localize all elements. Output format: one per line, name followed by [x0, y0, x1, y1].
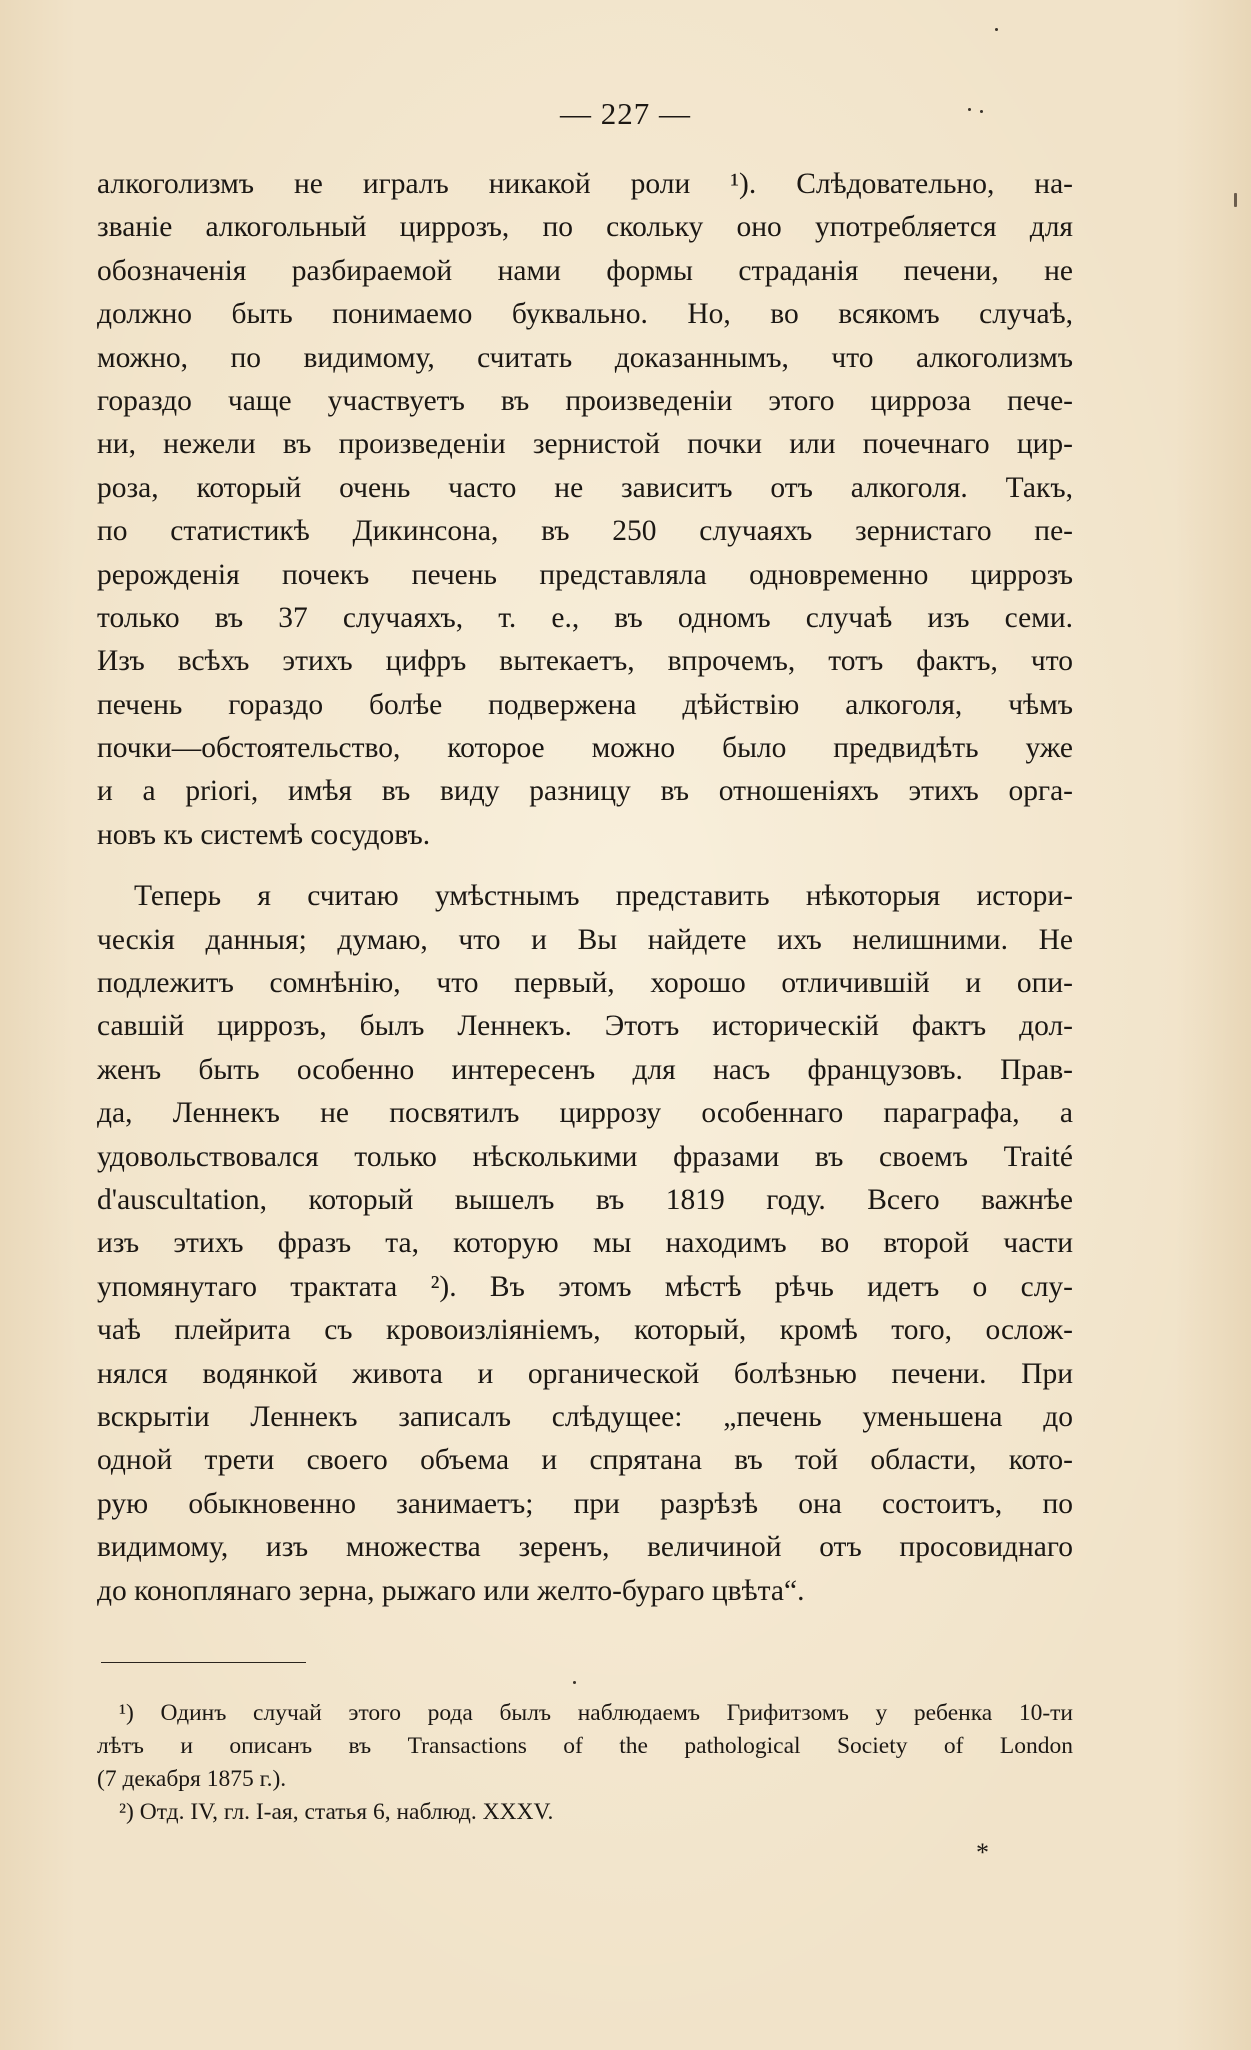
- scan-speck: [968, 108, 971, 111]
- text-line: рерожденія почекъ печень представляла одновременно циррозъ: [97, 558, 1073, 591]
- text-line: подлежитъ сомнѣнію, что первый, хорошо отличившій и опи-: [97, 967, 1073, 1000]
- main-text: [97, 163, 1073, 1613]
- text-line: до коноплянаго зерна, рыжаго или желто-бураго цвѣта“.: [97, 1574, 805, 1607]
- text-line: удовольствовался только нѣсколькими фразами въ своемъ Traité: [97, 1140, 1073, 1173]
- text-line: савшій циррозъ, былъ Леннекъ. Этотъ историческій фактъ дол-: [97, 1010, 1073, 1043]
- scan-speck: [980, 110, 983, 113]
- text-line: вскрытіи Леннекъ записалъ слѣдущее: „печень уменьшена до: [97, 1400, 1073, 1433]
- text-line: алкоголизмъ не игралъ никакой роли ¹). Слѣдовательно, на-: [97, 168, 1073, 200]
- text-line: и a priori, имѣя въ виду разницу въ отношеніяхъ этихъ орга-: [97, 775, 1073, 808]
- footnote-line: ¹) Одинъ случай этого рода былъ наблюдаемъ Грифитзомъ у ребенка 10-ти: [119, 1700, 1073, 1726]
- scan-speck: [995, 28, 998, 31]
- text-line: роза, который очень часто не зависитъ отъ алкоголя. Такъ,: [97, 471, 1073, 504]
- footnotes: [97, 1697, 1073, 1829]
- text-line: женъ быть особенно интересенъ для насъ французовъ. Прав-: [97, 1053, 1073, 1086]
- text-line: чаѣ плейрита съ кровоизліяніемъ, который, кромѣ того, ослож-: [97, 1314, 1073, 1347]
- text-line: по статистикѣ Дикинсона, въ 250 случаяхъ зернистаго пе-: [97, 515, 1073, 548]
- text-line: ческія данныя; думаю, что и Вы найдете ихъ нелишними. Не: [97, 923, 1073, 956]
- text-line: Теперь я считаю умѣстнымъ представить нѣкоторыя истори-: [134, 880, 1073, 913]
- text-line: Изъ всѣхъ этихъ цифръ вытекаетъ, впрочемъ, тотъ фактъ, что: [97, 645, 1073, 678]
- text-line: печень гораздо болѣе подвержена дѣйствію алкоголя, чѣмъ: [97, 688, 1073, 721]
- text-line: почки—обстоятельство, которое можно было предвидѣть уже: [97, 732, 1073, 765]
- text-line: только въ 37 случаяхъ, т. е., въ одномъ случаѣ изъ семи.: [97, 601, 1073, 634]
- text-line: можно, по видимому, считать доказаннымъ, что алкоголизмъ: [97, 341, 1073, 374]
- text-line: гораздо чаще участвуетъ въ произведеніи этого цирроза пече-: [97, 384, 1073, 417]
- asterisk-mark: *: [976, 1838, 989, 1867]
- text-line: d'auscultation, который вышелъ въ 1819 году. Всего важнѣе: [97, 1183, 1073, 1216]
- page-number: — 227 —: [560, 96, 691, 131]
- text-line: нялся водянкой живота и органической болѣзнью печени. При: [97, 1357, 1073, 1390]
- text-line: рую обыкновенно занимаетъ; при разрѣзѣ она состоитъ, по: [97, 1487, 1073, 1520]
- text-line: изъ этихъ фразъ та, которую мы находимъ во второй части: [97, 1227, 1073, 1260]
- text-line: видимому, изъ множества зеренъ, величиной отъ просовиднаго: [97, 1531, 1073, 1564]
- footnote-divider: [101, 1662, 306, 1663]
- text-line: обозначенія разбираемой нами формы страданія печени, не: [97, 254, 1073, 287]
- footnote-line: (7 декабря 1875 г.).: [97, 1766, 287, 1792]
- text-line: ни, нежели въ произведеніи зернистой почки или почечнаго цир-: [97, 428, 1073, 461]
- footnote-line: ²) Отд. IV, гл. I-ая, статья 6, наблюд. XXXV.: [119, 1799, 554, 1825]
- text-line: новъ къ системѣ сосудовъ.: [97, 818, 431, 851]
- footnote-line: лѣтъ и описанъ въ Transactions of the pathological Society of London: [97, 1733, 1073, 1759]
- paragraph-gap: [97, 857, 1073, 875]
- text-line: упомянутаго трактата ²). Въ этомъ мѣстѣ рѣчь идетъ о слу-: [97, 1270, 1073, 1303]
- text-line: званіе алкогольный циррозъ, по скольку оно употребляется для: [97, 211, 1073, 244]
- text-line: да, Леннекъ не посвятилъ циррозу особеннаго параграфа, а: [97, 1097, 1073, 1130]
- scan-speck: [1234, 193, 1237, 207]
- text-line: одной трети своего объема и спрятана въ той области, кото-: [97, 1444, 1073, 1477]
- scan-speck: [573, 1681, 576, 1684]
- text-line: должно быть понимаемо буквально. Но, во всякомъ случаѣ,: [97, 298, 1073, 331]
